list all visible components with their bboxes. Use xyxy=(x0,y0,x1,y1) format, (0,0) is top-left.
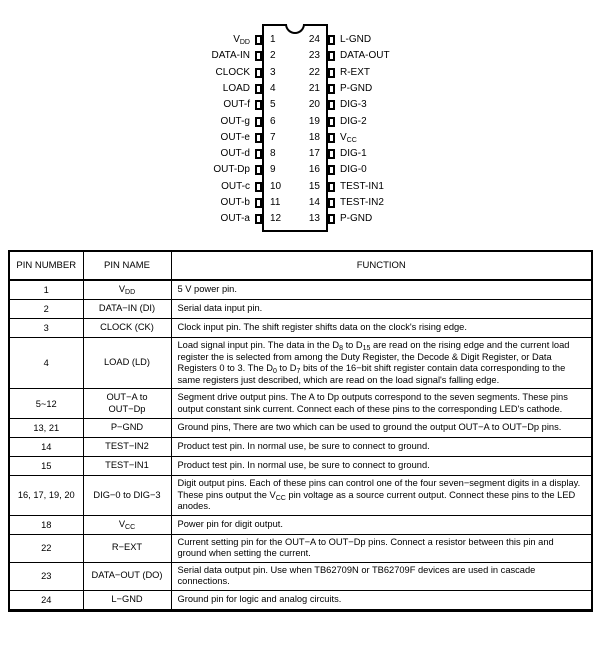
pin-box xyxy=(255,35,262,45)
pin-number: 6 xyxy=(270,115,276,127)
pin-number-cell: 16, 17, 19, 20 xyxy=(9,476,83,516)
pin-number: 5 xyxy=(270,99,276,111)
chip-pin-24 xyxy=(264,34,372,46)
pin-label: TEST-IN1 xyxy=(340,180,384,192)
chip-pin-23 xyxy=(264,50,390,62)
pin-box xyxy=(255,149,262,159)
pin-number-cell: 24 xyxy=(9,590,83,610)
pin-label: R-EXT xyxy=(340,66,370,78)
table-row xyxy=(9,280,592,300)
pin-name-cell: $V_{DD}$ xyxy=(83,280,171,300)
function-cell: Segment drive output pins. The A to Dp outputs correspond to the seven segments. These pins output constant sink current. Connect each of these pins to the corresponding LED's cathode. xyxy=(171,389,592,419)
pin-box xyxy=(255,214,262,224)
pin-box xyxy=(328,68,335,78)
pin-number-cell: 1 xyxy=(9,280,83,300)
function-cell: Digit output pins. Each of these pins can control one of the four seven−segment digits in a display. These pins output the $V_{CC}$ pin voltage as a source current output. Connect these pins to the LED anodes. xyxy=(171,476,592,516)
function-cell: Serial data input pin. xyxy=(171,300,592,319)
pin-name-cell: DATA−OUT (DO) xyxy=(83,562,171,590)
chip-pin-20 xyxy=(264,99,367,111)
pin-number-cell: 3 xyxy=(9,319,83,338)
chip-pin-21 xyxy=(264,82,373,95)
pin-box xyxy=(255,84,262,94)
pin-box xyxy=(328,51,335,61)
function-cell: Power pin for digit output. xyxy=(171,515,592,534)
pin-box xyxy=(255,198,262,208)
pin-number-cell: 14 xyxy=(9,438,83,457)
pin-number-cell: 2 xyxy=(9,300,83,319)
pin-number: 21 xyxy=(308,82,320,94)
function-cell: Current setting pin for the OUT−A to OUT−Dp pins. Connect a resistor between this pin and ground when setting the current. xyxy=(171,534,592,562)
table-row xyxy=(9,300,592,319)
pin-number: 14 xyxy=(308,197,320,208)
pin-label: LOAD xyxy=(222,82,250,94)
pin-number: 2 xyxy=(270,50,276,62)
function-cell: Serial data output pin. Use when TB62709N or TB62709F devices are used in cascade connections. xyxy=(171,562,592,590)
pin-label: $V_{CC}$ xyxy=(340,131,357,144)
pin-function-table-wrap xyxy=(8,250,593,612)
pin-number: 12 xyxy=(270,213,282,225)
pin-label: OUT-a xyxy=(220,213,250,225)
pin-number: 22 xyxy=(308,66,320,78)
chip-pin-15 xyxy=(264,180,384,193)
chip-notch xyxy=(285,24,305,34)
pin-number: 1 xyxy=(270,34,276,45)
pin-label: TEST-IN2 xyxy=(340,197,384,208)
function-cell: Ground pin for logic and analog circuits. xyxy=(171,590,592,610)
pin-box xyxy=(255,51,262,61)
pin-number: 7 xyxy=(270,131,276,143)
pin-box xyxy=(328,182,335,192)
chip-pin-18 xyxy=(264,131,357,144)
pin-number: 10 xyxy=(270,180,282,192)
pin-number: 19 xyxy=(308,115,320,127)
pin-label: OUT-c xyxy=(221,180,250,192)
table-row xyxy=(9,476,592,516)
pin-box xyxy=(328,35,335,45)
chip-pin-22 xyxy=(264,66,370,79)
header-pin-number: PIN NUMBER xyxy=(9,251,83,280)
pin-name-cell: L−GND xyxy=(83,590,171,610)
pin-name-cell: R−EXT xyxy=(83,534,171,562)
pin-name-cell: LOAD (LD) xyxy=(83,338,171,389)
pin-label: DIG-3 xyxy=(340,99,367,111)
pin-number: 11 xyxy=(270,197,281,208)
pin-number: 17 xyxy=(308,148,320,160)
pin-box xyxy=(255,182,262,192)
pin-number-cell: 23 xyxy=(9,562,83,590)
pin-number: 20 xyxy=(308,99,320,111)
pin-label: P-GND xyxy=(340,82,373,94)
pin-box xyxy=(255,133,262,143)
pin-box xyxy=(255,117,262,127)
pin-label: OUT-g xyxy=(220,115,250,127)
table-row xyxy=(9,438,592,457)
pin-name-cell: TEST−IN2 xyxy=(83,438,171,457)
pin-name-cell: DATA−IN (DI) xyxy=(83,300,171,319)
pin-number: 3 xyxy=(270,66,276,78)
table-row xyxy=(9,319,592,338)
header-pin-name: PIN NAME xyxy=(83,251,171,280)
pin-number: 24 xyxy=(308,34,320,45)
chip-pin-16 xyxy=(264,164,367,176)
pin-box xyxy=(328,84,335,94)
pin-number-cell: 5~12 xyxy=(9,389,83,419)
pin-number: 18 xyxy=(308,131,320,143)
pin-box xyxy=(255,100,262,110)
pin-box xyxy=(328,214,335,224)
pin-box xyxy=(255,68,262,78)
pin-name-cell: P−GND xyxy=(83,419,171,438)
chip-pin-14 xyxy=(264,197,384,209)
table-row xyxy=(9,590,592,610)
function-cell: 5 V power pin. xyxy=(171,280,592,300)
chip-package-outline xyxy=(211,24,390,232)
pin-box xyxy=(328,117,335,127)
pin-number: 8 xyxy=(270,148,276,160)
pin-name-cell: CLOCK (CK) xyxy=(83,319,171,338)
pin-label: DATA-IN xyxy=(211,50,250,62)
table-row xyxy=(9,389,592,419)
function-cell: Load signal input pin. The data in the $D_8$ to $D_{15}$ are read on the rising edge and the current load register the is selected from among the Duty Register, the Decode & Digit Register, or Data Registers 0 to 3. The $D_0$ to $D_7$ bits of the 16−bit shift register contain data corresponding to the same registers just described, which are read on the load signal's falling edge. xyxy=(171,338,592,389)
pin-label: OUT-b xyxy=(220,197,250,208)
pin-name-cell: OUT−A to OUT−Dp xyxy=(83,389,171,419)
pin-label: CLOCK xyxy=(215,66,250,78)
pin-number: 13 xyxy=(308,213,320,225)
table-row xyxy=(9,419,592,438)
chip-pin-19 xyxy=(264,115,367,128)
pin-function-table xyxy=(8,250,593,612)
pin-number: 23 xyxy=(308,50,320,62)
pin-label: OUT-Dp xyxy=(213,164,250,176)
pin-label: OUT-e xyxy=(220,131,250,143)
pin-box xyxy=(328,198,335,208)
function-cell: Product test pin. In normal use, be sure to connect to ground. xyxy=(171,457,592,476)
table-row xyxy=(9,515,592,534)
pin-label: P-GND xyxy=(340,213,373,225)
function-cell: Product test pin. In normal use, be sure to connect to ground. xyxy=(171,438,592,457)
pin-box xyxy=(328,133,335,143)
pin-number: 16 xyxy=(308,164,320,176)
pin-number: 15 xyxy=(308,180,320,192)
pin-label: DATA-OUT xyxy=(340,50,390,62)
pin-box xyxy=(328,165,335,175)
pin-box xyxy=(328,100,335,110)
table-row xyxy=(9,457,592,476)
chip-pin-17 xyxy=(264,148,367,160)
table-row xyxy=(9,338,592,389)
pin-number-cell: 15 xyxy=(9,457,83,476)
pin-name-cell: TEST−IN1 xyxy=(83,457,171,476)
pin-name-cell: DIG−0 to DIG−3 xyxy=(83,476,171,516)
pin-label: OUT-d xyxy=(220,148,250,160)
pin-number-cell: 13, 21 xyxy=(9,419,83,438)
pin-box xyxy=(255,165,262,175)
chip-pin-13 xyxy=(264,213,373,225)
pin-box xyxy=(328,149,335,159)
function-cell: Ground pins, There are two which can be used to ground the output OUT−A to OUT−Dp pins. xyxy=(171,419,592,438)
pin-number-cell: 18 xyxy=(9,515,83,534)
pin-number: 4 xyxy=(270,82,276,94)
table-row xyxy=(9,534,592,562)
table-row xyxy=(9,562,592,590)
pin-label: OUT-f xyxy=(223,99,250,111)
pin-label: L-GND xyxy=(340,34,372,45)
pin-number-cell: 22 xyxy=(9,534,83,562)
pin-label: DIG-1 xyxy=(340,148,367,160)
function-cell: Clock input pin. The shift register shifts data on the clock's rising edge. xyxy=(171,319,592,338)
pin-number: 9 xyxy=(270,164,276,176)
pin-name-cell: $V_{CC}$ xyxy=(83,515,171,534)
pin-number-cell: 4 xyxy=(9,338,83,389)
pin-label: DIG-0 xyxy=(340,164,367,176)
pin-label: DIG-2 xyxy=(340,115,367,127)
header-function: FUNCTION xyxy=(171,251,592,280)
pin-label: $V_{DD}$ xyxy=(233,34,250,46)
table-header-row xyxy=(9,251,592,280)
